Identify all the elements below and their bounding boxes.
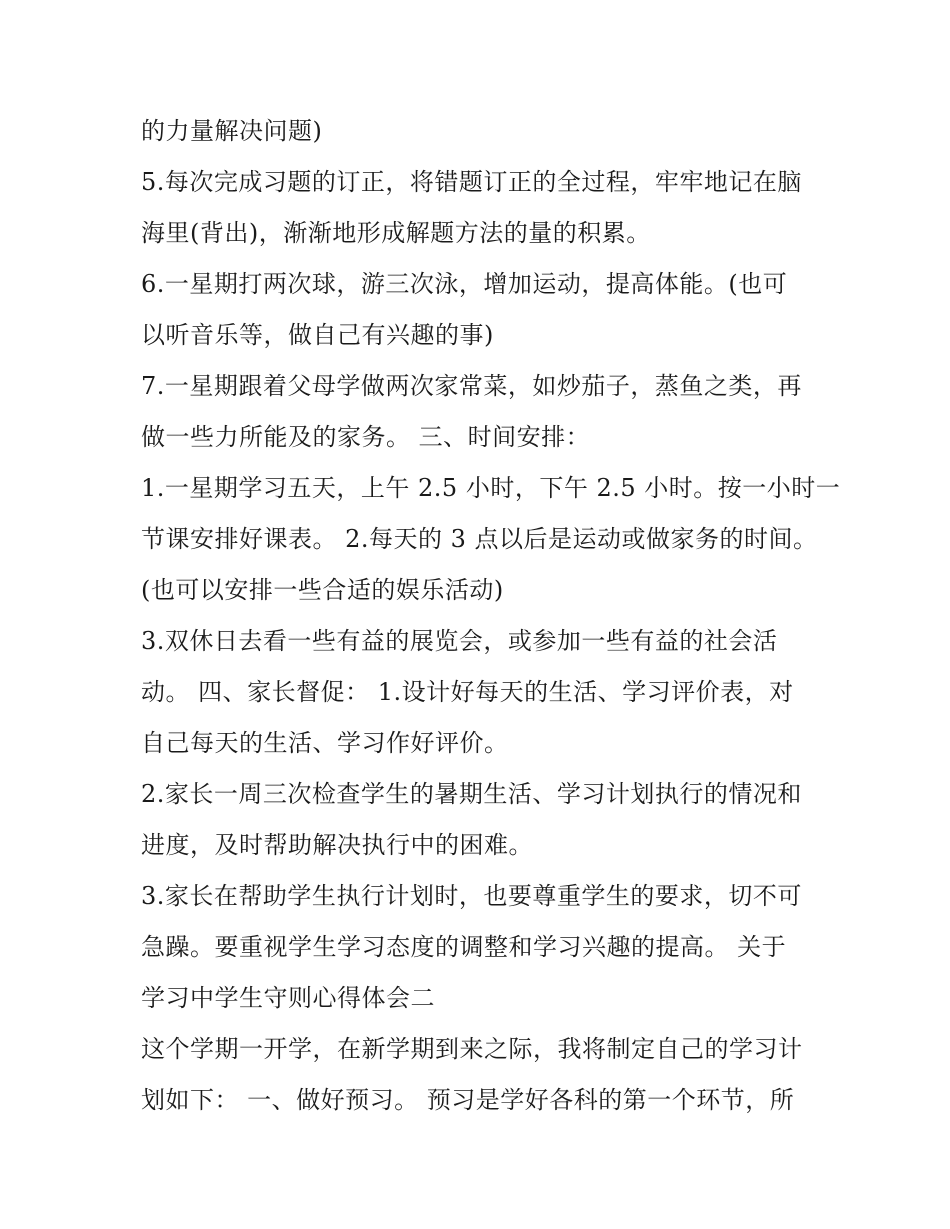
text-line: 6.一星期打两次球，游三次泳，增加运动，提高体能。(也可 bbox=[141, 270, 788, 298]
text-line: 动。 四、家长督促： 1.设计好每天的生活、学习评价表，对 bbox=[141, 678, 794, 706]
text-line: 这个学期一开学，在新学期到来之际，我将制定自己的学习计 bbox=[141, 1035, 803, 1063]
text-line: 节课安排好课表。 2.每天的 3 点以后是运动或做家务的时间。 bbox=[141, 525, 818, 553]
text-line: (也可以安排一些合适的娱乐活动) bbox=[141, 576, 504, 604]
text-line: 3.双休日去看一些有益的展览会，或参加一些有益的社会活 bbox=[141, 627, 778, 655]
text-line: 的力量解决问题) bbox=[141, 117, 323, 145]
text-line: 急躁。要重视学生学习态度的调整和学习兴趣的提高。 关于 bbox=[141, 933, 787, 961]
text-line: 学习中学生守则心得体会二 bbox=[141, 984, 435, 1012]
text-line: 1.一星期学习五天，上午 2.5 小时，下午 2.5 小时。按一小时一 bbox=[141, 474, 841, 502]
body-text bbox=[141, 106, 841, 1126]
text-line: 自己每天的生活、学习作好评价。 bbox=[141, 729, 509, 757]
text-line: 5.每次完成习题的订正，将错题订正的全过程，牢牢地记在脑 bbox=[141, 168, 802, 196]
text-line: 以听音乐等，做自己有兴趣的事) bbox=[141, 321, 494, 349]
text-line: 7.一星期跟着父母学做两次家常菜，如炒茄子，蒸鱼之类，再 bbox=[141, 372, 802, 400]
text-line: 进度，及时帮助解决执行中的困难。 bbox=[141, 831, 533, 859]
text-line: 做一些力所能及的家务。 三、时间安排： bbox=[141, 423, 591, 451]
text-line: 海里(背出)，渐渐地形成解题方法的量的积累。 bbox=[141, 219, 651, 247]
text-line: 3.家长在帮助学生执行计划时，也要尊重学生的要求，切不可 bbox=[141, 882, 802, 910]
text-line: 划如下： 一、做好预习。 预习是学好各科的第一个环节，所 bbox=[141, 1086, 795, 1114]
text-line: 2.家长一周三次检查学生的暑期生活、学习计划执行的情况和 bbox=[141, 780, 802, 808]
